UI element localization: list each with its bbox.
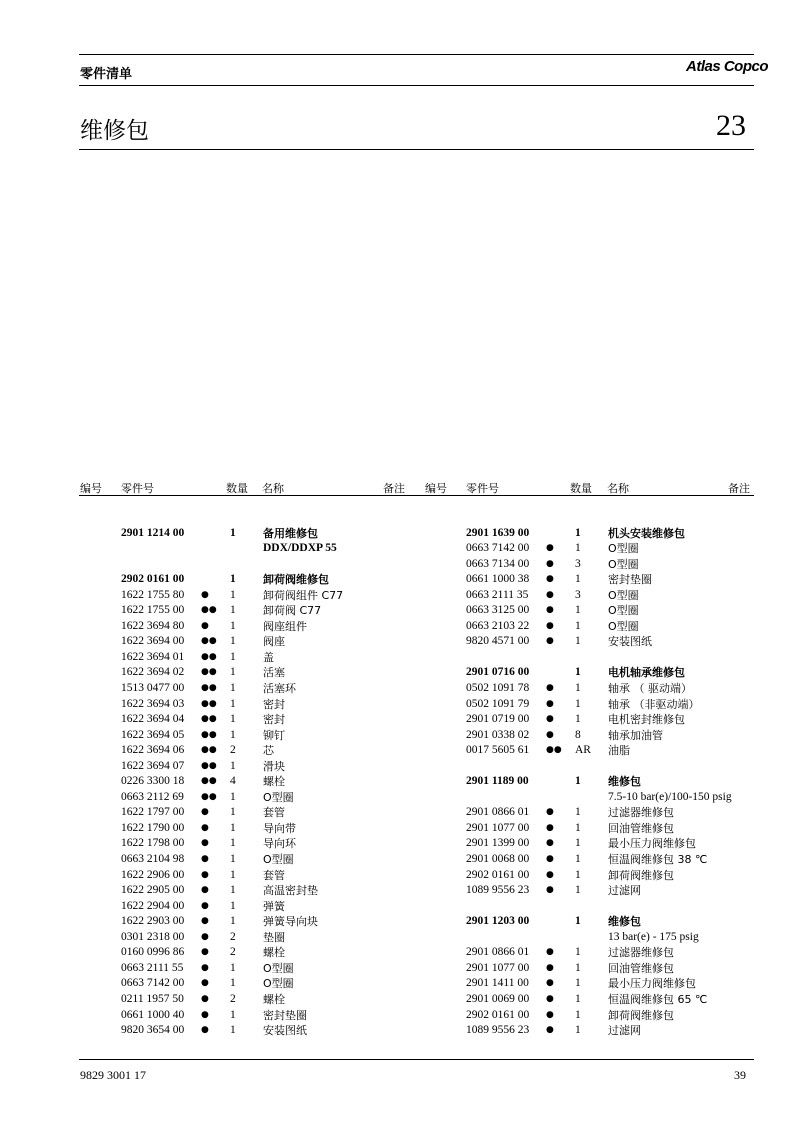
part-number: 1622 3694 01: [121, 650, 185, 663]
quantity: 1: [575, 821, 581, 834]
level-marker: ●●: [201, 683, 217, 694]
part-number: 2901 1077 00: [466, 961, 530, 974]
level-marker: ●: [201, 1009, 209, 1020]
part-name: 电机轴承维修包: [608, 666, 685, 680]
part-number: 9820 3654 00: [121, 1024, 185, 1037]
part-name: 套管: [263, 806, 285, 820]
part-number: 2902 0161 00: [466, 868, 530, 881]
part-number: 0211 1957 50: [121, 992, 184, 1005]
part-number: 2901 1399 00: [466, 837, 530, 850]
quantity: 2: [230, 992, 236, 1005]
part-name: 盖: [263, 650, 274, 664]
col-part-no: 零件号: [466, 482, 499, 495]
level-marker: ●●: [201, 760, 217, 771]
level-marker: ●●: [201, 729, 217, 740]
page-title: 维修包: [80, 118, 149, 144]
header-top-rule: [79, 54, 754, 55]
quantity: 1: [230, 853, 236, 866]
col-qty: 数量: [226, 482, 248, 495]
part-name: 密封垫圈: [608, 573, 652, 587]
part-number: 1622 3694 02: [121, 666, 185, 679]
part-name: 弹簧导向块: [263, 915, 318, 929]
part-name: 维修包: [608, 775, 641, 789]
part-name: O型圈: [263, 961, 294, 975]
level-marker: ●: [201, 993, 209, 1004]
quantity: 2: [230, 930, 236, 943]
quantity: 1: [230, 573, 236, 586]
level-marker: ●: [546, 714, 554, 725]
quantity: 1: [230, 588, 236, 601]
quantity: 3: [575, 557, 581, 570]
brand-logo: Atlas Copco: [686, 58, 769, 75]
part-number: 2901 0069 00: [466, 992, 530, 1005]
quantity: 1: [575, 1008, 581, 1021]
part-number: 0663 7142 00: [121, 977, 185, 990]
level-marker: ●●: [201, 714, 217, 725]
title-rule: [79, 149, 754, 150]
quantity: 1: [230, 821, 236, 834]
part-name: 芯: [263, 744, 274, 758]
level-marker: ●: [201, 947, 209, 958]
part-name: 过滤器维修包: [608, 806, 674, 820]
level-marker: ●: [546, 978, 554, 989]
part-name: O型圈: [608, 604, 639, 618]
part-name: 活塞环: [263, 682, 296, 696]
part-number: 1622 2905 00: [121, 884, 185, 897]
quantity: 1: [230, 806, 236, 819]
part-name: 高温密封垫: [263, 884, 318, 898]
part-name: 7.5-10 bar(e)/100-150 psig: [608, 790, 732, 803]
level-marker: ●: [546, 620, 554, 631]
level-marker: ●: [546, 574, 554, 585]
part-name: 轴承 （ 驱动端）: [608, 682, 692, 696]
level-marker: ●: [546, 683, 554, 694]
quantity: 1: [575, 573, 581, 586]
part-name: O型圈: [608, 557, 639, 571]
part-number: 2901 1639 00: [466, 526, 530, 539]
col-remark: 备注: [383, 482, 405, 495]
quantity: 1: [575, 697, 581, 710]
level-marker: ●: [546, 589, 554, 600]
level-marker: ●: [546, 838, 554, 849]
part-number: 1622 2904 00: [121, 899, 185, 912]
part-number: 0502 1091 79: [466, 697, 530, 710]
part-name: 密封垫圈: [263, 1008, 307, 1022]
part-number: 1622 3694 07: [121, 759, 185, 772]
part-number: 1513 0477 00: [121, 682, 185, 695]
part-number: 0661 1000 40: [121, 1008, 185, 1021]
level-marker: ●: [201, 822, 209, 833]
part-number: 2901 0338 02: [466, 728, 530, 741]
part-number: 0663 7142 00: [466, 542, 530, 555]
part-name: 弹簧: [263, 899, 285, 913]
part-name: 密封: [263, 697, 285, 711]
level-marker: ●●: [201, 698, 217, 709]
col-remark: 备注: [728, 482, 750, 495]
part-name: 铆钉: [263, 728, 285, 742]
level-marker: ●●: [201, 745, 217, 756]
part-number: 2901 1077 00: [466, 821, 530, 834]
quantity: 2: [230, 946, 236, 959]
part-number: 0661 1000 38: [466, 573, 530, 586]
quantity: 1: [575, 682, 581, 695]
quantity: 3: [575, 588, 581, 601]
level-marker: ●: [546, 1025, 554, 1036]
part-number: 1622 3694 06: [121, 744, 185, 757]
level-marker: ●: [201, 869, 209, 880]
part-name: 卸荷阀 C77: [263, 604, 322, 618]
part-number: 1622 1790 00: [121, 821, 185, 834]
part-name: 回油管维修包: [608, 961, 674, 975]
quantity: 1: [575, 806, 581, 819]
quantity: 1: [230, 977, 236, 990]
part-number: 1089 9556 23: [466, 884, 530, 897]
quantity: 1: [575, 837, 581, 850]
level-marker: ●●: [546, 745, 562, 756]
quantity: 1: [230, 1008, 236, 1021]
part-name: 恒温阀维修包 65 ℃: [608, 992, 708, 1006]
part-name: 卸荷阀维修包: [263, 573, 329, 587]
level-marker: ●: [546, 543, 554, 554]
part-number: 1622 3694 03: [121, 697, 185, 710]
part-number: 0226 3300 18: [121, 775, 185, 788]
part-number: 0160 0996 86: [121, 946, 185, 959]
part-number: 2901 1189 00: [466, 775, 529, 788]
level-marker: ●●: [201, 791, 217, 802]
quantity: 1: [575, 961, 581, 974]
part-number: 2902 0161 00: [121, 573, 185, 586]
level-marker: ●: [546, 807, 554, 818]
quantity: 2: [230, 744, 236, 757]
part-number: 2902 0161 00: [466, 1008, 530, 1021]
quantity: 1: [230, 961, 236, 974]
part-number: 1089 9556 23: [466, 1024, 530, 1037]
col-name: 名称: [262, 482, 284, 495]
level-marker: ●: [546, 558, 554, 569]
part-number: 2901 1214 00: [121, 526, 185, 539]
level-marker: ●: [201, 838, 209, 849]
quantity: 1: [575, 853, 581, 866]
part-name: 恒温阀维修包 38 ℃: [608, 853, 708, 867]
level-marker: ●: [546, 729, 554, 740]
level-marker: ●: [201, 885, 209, 896]
level-marker: ●: [546, 1009, 554, 1020]
part-number: 2901 0719 00: [466, 713, 530, 726]
quantity: 1: [230, 1024, 236, 1037]
part-number: 1622 3694 05: [121, 728, 185, 741]
quantity: 1: [575, 992, 581, 1005]
part-name: 回油管维修包: [608, 821, 674, 835]
col-qty: 数量: [570, 482, 592, 495]
part-name: 垫圈: [263, 930, 285, 944]
part-name: 阀座: [263, 635, 285, 649]
part-number: 2901 0716 00: [466, 666, 530, 679]
quantity: 1: [575, 526, 581, 539]
quantity: 1: [575, 946, 581, 959]
part-number: 1622 1798 00: [121, 837, 185, 850]
level-marker: ●: [546, 636, 554, 647]
part-number: 0301 2318 00: [121, 930, 185, 943]
part-number: 2901 1411 00: [466, 977, 529, 990]
level-marker: ●: [201, 807, 209, 818]
part-name: 维修包: [608, 915, 641, 929]
quantity: 1: [575, 604, 581, 617]
part-name: 油脂: [608, 744, 630, 758]
level-marker: ●: [546, 962, 554, 973]
level-marker: ●●: [201, 651, 217, 662]
part-name: O型圈: [608, 619, 639, 633]
quantity: 1: [575, 619, 581, 632]
part-number: 0663 2103 22: [466, 619, 530, 632]
part-name: O型圈: [608, 542, 639, 556]
part-number: 0663 2104 98: [121, 853, 185, 866]
chapter-number: 23: [716, 109, 746, 142]
part-name: 过滤网: [608, 884, 641, 898]
level-marker: ●: [201, 854, 209, 865]
part-number: 0663 3125 00: [466, 604, 530, 617]
part-number: 0663 7134 00: [466, 557, 530, 570]
quantity: 4: [230, 775, 236, 788]
quantity: 1: [575, 1024, 581, 1037]
level-marker: ●: [201, 589, 209, 600]
part-name: 活塞: [263, 666, 285, 680]
part-name: O型圈: [263, 977, 294, 991]
part-name: 最小压力阀维修包: [608, 977, 696, 991]
quantity: 1: [575, 666, 581, 679]
quantity: 1: [230, 790, 236, 803]
part-name: O型圈: [263, 790, 294, 804]
quantity: 1: [230, 728, 236, 741]
column-header-rule: [79, 495, 754, 496]
part-number: 0017 5605 61: [466, 744, 530, 757]
part-name: 导向带: [263, 821, 296, 835]
quantity: 1: [575, 542, 581, 555]
part-name: 安装图纸: [263, 1024, 307, 1038]
quantity: 1: [230, 697, 236, 710]
part-name: O型圈: [263, 853, 294, 867]
quantity: 1: [230, 899, 236, 912]
part-number: 1622 1755 00: [121, 604, 185, 617]
part-name: 机头安装维修包: [608, 526, 685, 540]
part-name: 套管: [263, 868, 285, 882]
part-name: DDX/DDXP 55: [263, 542, 337, 555]
level-marker: ●: [546, 854, 554, 865]
part-name: 螺栓: [263, 992, 285, 1006]
quantity: 1: [575, 713, 581, 726]
document-number: 9829 3001 17: [80, 1068, 146, 1082]
quantity: AR: [575, 744, 591, 757]
level-marker: ●: [201, 620, 209, 631]
quantity: 1: [230, 915, 236, 928]
col-no: 编号: [80, 482, 102, 495]
quantity: 1: [575, 884, 581, 897]
level-marker: ●●: [201, 605, 217, 616]
quantity: 1: [230, 837, 236, 850]
level-marker: ●●: [201, 667, 217, 678]
quantity: 1: [230, 604, 236, 617]
level-marker: ●: [546, 885, 554, 896]
col-no: 编号: [425, 482, 447, 495]
part-number: 0663 2111 35: [466, 588, 529, 601]
part-name: O型圈: [608, 588, 639, 602]
part-number: 2901 0866 01: [466, 946, 530, 959]
quantity: 1: [230, 650, 236, 663]
level-marker: ●: [546, 698, 554, 709]
col-name: 名称: [607, 482, 629, 495]
part-name: 阀座组件: [263, 619, 307, 633]
part-name: 备用维修包: [263, 526, 318, 540]
part-number: 1622 2906 00: [121, 868, 185, 881]
part-number: 1622 3694 80: [121, 619, 185, 632]
part-name: 螺栓: [263, 946, 285, 960]
part-number: 0663 2112 69: [121, 790, 184, 803]
part-name: 过滤器维修包: [608, 946, 674, 960]
part-number: 2901 1203 00: [466, 915, 530, 928]
quantity: 1: [230, 619, 236, 632]
part-name: 轴承 （非驱动端）: [608, 697, 700, 711]
part-number: 2901 0068 00: [466, 853, 530, 866]
level-marker: ●: [546, 822, 554, 833]
quantity: 1: [575, 915, 581, 928]
part-name: 过滤网: [608, 1024, 641, 1038]
quantity: 1: [230, 868, 236, 881]
level-marker: ●: [201, 916, 209, 927]
part-number: 1622 2903 00: [121, 915, 185, 928]
footer-rule: [79, 1059, 754, 1060]
part-name: 滑块: [263, 759, 285, 773]
part-number: 9820 4571 00: [466, 635, 530, 648]
level-marker: ●: [201, 1025, 209, 1036]
quantity: 1: [230, 526, 236, 539]
part-number: 1622 3694 04: [121, 713, 185, 726]
level-marker: ●: [201, 962, 209, 973]
section-title: 零件清单: [80, 67, 133, 82]
quantity: 1: [575, 977, 581, 990]
part-number: 0502 1091 78: [466, 682, 530, 695]
part-name: 轴承加油管: [608, 728, 663, 742]
level-marker: ●: [546, 993, 554, 1004]
quantity: 1: [230, 884, 236, 897]
level-marker: ●: [201, 900, 209, 911]
quantity: 1: [575, 775, 581, 788]
part-name: 卸荷阀维修包: [608, 868, 674, 882]
level-marker: ●: [546, 869, 554, 880]
quantity: 1: [575, 868, 581, 881]
level-marker: ●: [546, 605, 554, 616]
part-name: 螺栓: [263, 775, 285, 789]
level-marker: ●●: [201, 776, 217, 787]
quantity: 1: [230, 759, 236, 772]
level-marker: ●●: [201, 636, 217, 647]
part-name: 13 bar(e) - 175 psig: [608, 930, 699, 943]
quantity: 1: [230, 635, 236, 648]
page-number: 39: [734, 1068, 746, 1082]
part-number: 2901 0866 01: [466, 806, 530, 819]
quantity: 1: [230, 666, 236, 679]
col-part-no: 零件号: [121, 482, 154, 495]
part-number: 1622 1797 00: [121, 806, 185, 819]
part-name: 卸荷阀组件 C77: [263, 588, 344, 602]
level-marker: ●: [546, 947, 554, 958]
quantity: 1: [230, 682, 236, 695]
part-name: 电机密封维修包: [608, 713, 685, 727]
level-marker: ●: [201, 978, 209, 989]
part-name: 导向环: [263, 837, 296, 851]
part-name: 密封: [263, 713, 285, 727]
part-name: 最小压力阀维修包: [608, 837, 696, 851]
part-number: 1622 1755 80: [121, 588, 185, 601]
header-rule: [79, 85, 754, 86]
part-number: 0663 2111 55: [121, 961, 184, 974]
part-name: 卸荷阀维修包: [608, 1008, 674, 1022]
quantity: 1: [575, 635, 581, 648]
part-name: 安装图纸: [608, 635, 652, 649]
level-marker: ●: [201, 931, 209, 942]
part-number: 1622 3694 00: [121, 635, 185, 648]
quantity: 8: [575, 728, 581, 741]
quantity: 1: [230, 713, 236, 726]
